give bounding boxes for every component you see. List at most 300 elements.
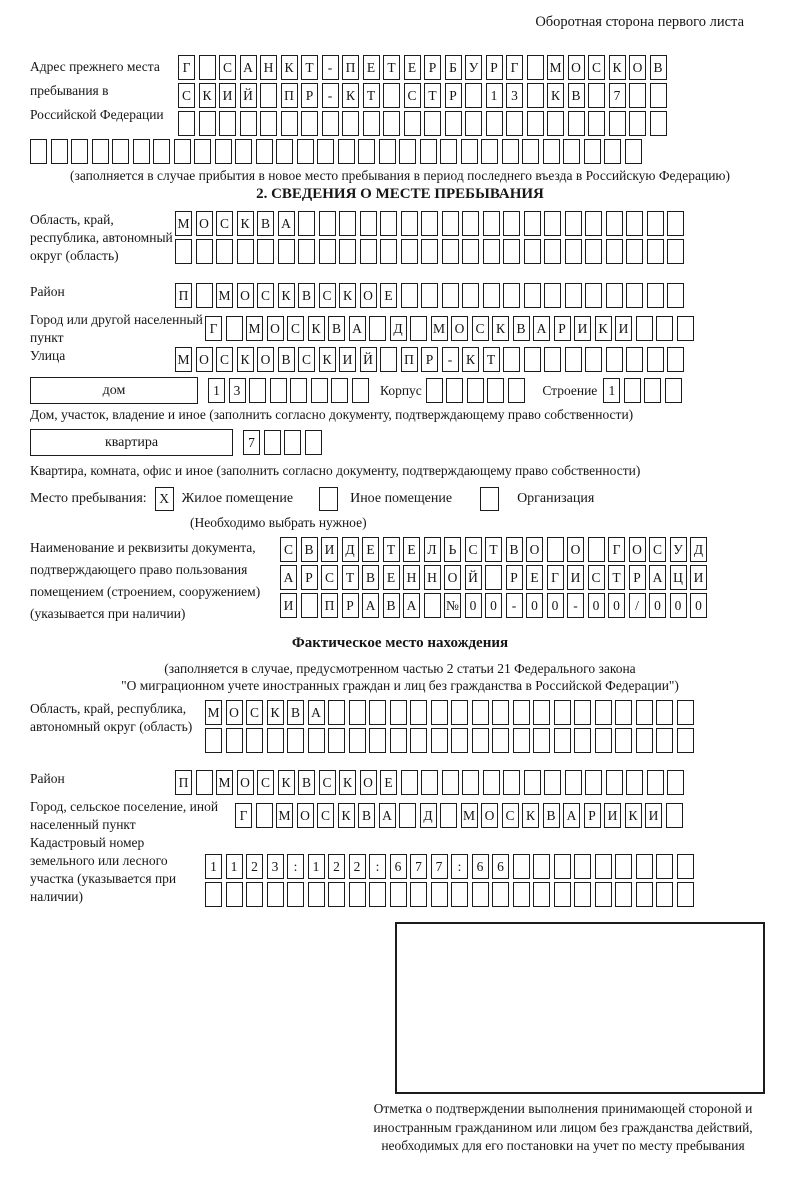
char-box[interactable]	[636, 316, 653, 341]
char-box[interactable]: Р	[301, 83, 318, 108]
char-box[interactable]: И	[339, 347, 356, 372]
char-box[interactable]: В	[568, 83, 585, 108]
char-box[interactable]	[667, 211, 684, 236]
char-box[interactable]	[677, 316, 694, 341]
char-box[interactable]	[513, 700, 530, 725]
char-box[interactable]	[595, 728, 612, 753]
char-box[interactable]: О	[226, 700, 243, 725]
char-box[interactable]: В	[257, 211, 274, 236]
char-box[interactable]	[349, 728, 366, 753]
char-box[interactable]	[440, 139, 457, 164]
char-box[interactable]	[533, 854, 550, 879]
char-box[interactable]	[626, 347, 643, 372]
char-box[interactable]	[133, 139, 150, 164]
char-box[interactable]: 2	[246, 854, 263, 879]
char-box[interactable]: П	[175, 770, 192, 795]
char-box[interactable]	[301, 111, 318, 136]
char-box[interactable]	[677, 728, 694, 753]
char-box[interactable]	[424, 111, 441, 136]
char-box[interactable]	[383, 83, 400, 108]
char-box[interactable]	[308, 728, 325, 753]
char-box[interactable]	[667, 239, 684, 264]
char-box[interactable]	[205, 882, 222, 907]
char-box[interactable]	[606, 211, 623, 236]
city-boxes[interactable]	[205, 316, 697, 341]
char-box[interactable]: 7	[431, 854, 448, 879]
char-box[interactable]	[421, 239, 438, 264]
char-box[interactable]: С	[178, 83, 195, 108]
char-box[interactable]: 1	[226, 854, 243, 879]
char-box[interactable]	[492, 728, 509, 753]
char-box[interactable]	[196, 283, 213, 308]
char-box[interactable]	[401, 239, 418, 264]
char-box[interactable]: Н	[424, 565, 441, 590]
char-box[interactable]: О	[451, 316, 468, 341]
char-box[interactable]	[472, 700, 489, 725]
char-box[interactable]: И	[574, 316, 591, 341]
char-box[interactable]	[401, 283, 418, 308]
char-box[interactable]: О	[360, 770, 377, 795]
char-box[interactable]: М	[175, 211, 192, 236]
char-box[interactable]: :	[369, 854, 386, 879]
char-box[interactable]: К	[522, 803, 539, 828]
char-box[interactable]: Д	[420, 803, 437, 828]
char-box[interactable]: :	[287, 854, 304, 879]
char-box[interactable]: С	[298, 347, 315, 372]
char-box[interactable]: Г	[608, 537, 625, 562]
char-box[interactable]	[175, 239, 192, 264]
char-box[interactable]: 3	[267, 854, 284, 879]
char-box[interactable]: Д	[690, 537, 707, 562]
actual-region-row-1[interactable]	[205, 700, 697, 725]
char-box[interactable]: 3	[506, 83, 523, 108]
char-box[interactable]: К	[462, 347, 479, 372]
char-box[interactable]	[349, 882, 366, 907]
char-box[interactable]	[615, 700, 632, 725]
char-box[interactable]	[226, 882, 243, 907]
char-box[interactable]	[196, 770, 213, 795]
char-box[interactable]	[574, 728, 591, 753]
char-box[interactable]	[328, 700, 345, 725]
char-box[interactable]: В	[513, 316, 530, 341]
char-box[interactable]	[506, 111, 523, 136]
char-box[interactable]: :	[451, 854, 468, 879]
char-box[interactable]: В	[383, 593, 400, 618]
char-box[interactable]	[235, 139, 252, 164]
char-box[interactable]	[290, 378, 307, 403]
char-box[interactable]	[342, 111, 359, 136]
char-box[interactable]	[584, 139, 601, 164]
char-box[interactable]	[226, 316, 243, 341]
char-box[interactable]	[656, 700, 673, 725]
char-box[interactable]	[533, 882, 550, 907]
char-box[interactable]: /	[629, 593, 646, 618]
char-box[interactable]	[462, 283, 479, 308]
char-box[interactable]: П	[342, 55, 359, 80]
other-premises-checkbox[interactable]	[319, 487, 338, 511]
char-box[interactable]	[647, 283, 664, 308]
char-box[interactable]	[339, 239, 356, 264]
char-box[interactable]	[615, 882, 632, 907]
char-box[interactable]	[656, 854, 673, 879]
char-box[interactable]	[431, 882, 448, 907]
char-box[interactable]	[667, 770, 684, 795]
char-box[interactable]: Т	[301, 55, 318, 80]
char-box[interactable]	[585, 211, 602, 236]
char-box[interactable]: Р	[445, 83, 462, 108]
char-box[interactable]: 0	[465, 593, 482, 618]
char-box[interactable]	[71, 139, 88, 164]
char-box[interactable]: 0	[588, 593, 605, 618]
char-box[interactable]: Р	[554, 316, 571, 341]
char-box[interactable]: Т	[363, 83, 380, 108]
char-box[interactable]	[677, 854, 694, 879]
char-box[interactable]	[585, 239, 602, 264]
cadastral-row-2[interactable]	[205, 882, 697, 907]
char-box[interactable]: К	[595, 316, 612, 341]
char-box[interactable]: И	[280, 593, 297, 618]
char-box[interactable]	[481, 139, 498, 164]
char-box[interactable]	[626, 283, 643, 308]
char-box[interactable]	[270, 378, 287, 403]
char-box[interactable]	[483, 283, 500, 308]
char-box[interactable]	[199, 111, 216, 136]
char-box[interactable]	[524, 770, 541, 795]
char-box[interactable]	[287, 728, 304, 753]
char-box[interactable]	[585, 347, 602, 372]
char-box[interactable]: О	[444, 565, 461, 590]
char-box[interactable]: И	[645, 803, 662, 828]
char-box[interactable]	[319, 239, 336, 264]
char-box[interactable]	[338, 139, 355, 164]
char-box[interactable]	[319, 211, 336, 236]
actual-region-row-2[interactable]	[205, 728, 697, 753]
char-box[interactable]	[260, 83, 277, 108]
actual-city-boxes[interactable]	[235, 803, 686, 828]
char-box[interactable]: Н	[260, 55, 277, 80]
char-box[interactable]: К	[625, 803, 642, 828]
char-box[interactable]	[524, 211, 541, 236]
char-box[interactable]	[410, 882, 427, 907]
char-box[interactable]: №	[444, 593, 461, 618]
char-box[interactable]	[462, 770, 479, 795]
char-box[interactable]: Е	[383, 565, 400, 590]
char-box[interactable]: И	[321, 537, 338, 562]
char-box[interactable]: И	[219, 83, 236, 108]
char-box[interactable]	[483, 239, 500, 264]
char-box[interactable]	[565, 283, 582, 308]
char-box[interactable]	[363, 111, 380, 136]
char-box[interactable]	[524, 283, 541, 308]
char-box[interactable]	[503, 770, 520, 795]
char-box[interactable]	[656, 728, 673, 753]
char-box[interactable]	[508, 378, 525, 403]
char-box[interactable]	[322, 111, 339, 136]
char-box[interactable]	[246, 728, 263, 753]
char-box[interactable]	[246, 882, 263, 907]
char-box[interactable]	[483, 770, 500, 795]
char-box[interactable]	[568, 111, 585, 136]
char-box[interactable]	[461, 139, 478, 164]
char-box[interactable]	[256, 803, 273, 828]
char-box[interactable]	[677, 700, 694, 725]
char-box[interactable]: В	[506, 537, 523, 562]
char-box[interactable]	[331, 378, 348, 403]
char-box[interactable]: Т	[383, 55, 400, 80]
char-box[interactable]	[574, 854, 591, 879]
house-number-boxes[interactable]	[208, 378, 372, 403]
char-box[interactable]: М	[547, 55, 564, 80]
char-box[interactable]: И	[615, 316, 632, 341]
char-box[interactable]: Т	[424, 83, 441, 108]
char-box[interactable]: У	[670, 537, 687, 562]
char-box[interactable]	[446, 378, 463, 403]
char-box[interactable]	[390, 728, 407, 753]
char-box[interactable]	[636, 728, 653, 753]
organization-checkbox[interactable]	[480, 487, 499, 511]
char-box[interactable]	[483, 211, 500, 236]
char-box[interactable]	[240, 111, 257, 136]
char-box[interactable]: О	[237, 770, 254, 795]
char-box[interactable]: -	[322, 55, 339, 80]
char-box[interactable]: К	[308, 316, 325, 341]
char-box[interactable]	[503, 211, 520, 236]
char-box[interactable]: С	[280, 537, 297, 562]
char-box[interactable]	[609, 111, 626, 136]
char-box[interactable]	[543, 139, 560, 164]
char-box[interactable]: П	[401, 347, 418, 372]
char-box[interactable]: Й	[240, 83, 257, 108]
char-box[interactable]: Р	[421, 347, 438, 372]
char-box[interactable]: Е	[526, 565, 543, 590]
char-box[interactable]: 7	[243, 430, 260, 455]
char-box[interactable]	[656, 882, 673, 907]
char-box[interactable]	[311, 378, 328, 403]
char-box[interactable]	[442, 283, 459, 308]
char-box[interactable]	[399, 139, 416, 164]
char-box[interactable]	[644, 378, 661, 403]
char-box[interactable]	[585, 283, 602, 308]
char-box[interactable]: Ц	[670, 565, 687, 590]
cadastral-row-1[interactable]	[205, 854, 697, 879]
char-box[interactable]	[380, 211, 397, 236]
char-box[interactable]: Н	[403, 565, 420, 590]
actual-district-boxes[interactable]	[175, 770, 688, 795]
char-box[interactable]: Е	[362, 537, 379, 562]
char-box[interactable]	[465, 83, 482, 108]
char-box[interactable]	[606, 347, 623, 372]
char-box[interactable]: В	[328, 316, 345, 341]
char-box[interactable]: 2	[349, 854, 366, 879]
char-box[interactable]: К	[492, 316, 509, 341]
char-box[interactable]	[522, 139, 539, 164]
char-box[interactable]	[544, 347, 561, 372]
char-box[interactable]	[492, 882, 509, 907]
char-box[interactable]: К	[342, 83, 359, 108]
char-box[interactable]	[421, 283, 438, 308]
char-box[interactable]	[442, 770, 459, 795]
char-box[interactable]	[380, 347, 397, 372]
char-box[interactable]	[554, 854, 571, 879]
char-box[interactable]	[513, 882, 530, 907]
char-box[interactable]: К	[609, 55, 626, 80]
char-box[interactable]	[451, 882, 468, 907]
char-box[interactable]	[650, 83, 667, 108]
char-box[interactable]: О	[267, 316, 284, 341]
char-box[interactable]: Т	[608, 565, 625, 590]
char-box[interactable]	[401, 770, 418, 795]
char-box[interactable]: 0	[649, 593, 666, 618]
char-box[interactable]	[547, 537, 564, 562]
char-box[interactable]: А	[308, 700, 325, 725]
char-box[interactable]: 3	[229, 378, 246, 403]
char-box[interactable]: В	[287, 700, 304, 725]
char-box[interactable]	[544, 770, 561, 795]
char-box[interactable]: П	[281, 83, 298, 108]
char-box[interactable]: Е	[380, 770, 397, 795]
document-row-1[interactable]	[280, 537, 711, 562]
char-box[interactable]	[178, 111, 195, 136]
char-box[interactable]	[595, 700, 612, 725]
korpus-boxes[interactable]	[426, 378, 529, 403]
char-box[interactable]	[431, 700, 448, 725]
char-box[interactable]	[421, 770, 438, 795]
char-box[interactable]: А	[563, 803, 580, 828]
char-box[interactable]	[606, 239, 623, 264]
char-box[interactable]: 6	[390, 854, 407, 879]
char-box[interactable]	[383, 111, 400, 136]
char-box[interactable]	[399, 803, 416, 828]
char-box[interactable]	[462, 239, 479, 264]
char-box[interactable]: 2	[328, 854, 345, 879]
char-box[interactable]: Р	[342, 593, 359, 618]
char-box[interactable]: -	[567, 593, 584, 618]
char-box[interactable]: М	[216, 283, 233, 308]
char-box[interactable]	[503, 239, 520, 264]
char-box[interactable]	[533, 728, 550, 753]
char-box[interactable]: К	[281, 55, 298, 80]
char-box[interactable]	[650, 111, 667, 136]
char-box[interactable]: М	[246, 316, 263, 341]
char-box[interactable]: С	[404, 83, 421, 108]
char-box[interactable]	[472, 728, 489, 753]
char-box[interactable]	[462, 211, 479, 236]
char-box[interactable]: Г	[235, 803, 252, 828]
char-box[interactable]: С	[246, 700, 263, 725]
residential-checkbox[interactable]: X	[155, 487, 174, 511]
char-box[interactable]	[503, 347, 520, 372]
char-box[interactable]: А	[533, 316, 550, 341]
char-box[interactable]	[647, 770, 664, 795]
char-box[interactable]: К	[547, 83, 564, 108]
char-box[interactable]: С	[257, 770, 274, 795]
char-box[interactable]: С	[588, 55, 605, 80]
char-box[interactable]	[328, 882, 345, 907]
char-box[interactable]: Е	[380, 283, 397, 308]
char-box[interactable]	[194, 139, 211, 164]
char-box[interactable]	[205, 728, 222, 753]
char-box[interactable]	[284, 430, 301, 455]
char-box[interactable]	[565, 770, 582, 795]
char-box[interactable]	[51, 139, 68, 164]
char-box[interactable]	[666, 803, 683, 828]
char-box[interactable]	[276, 139, 293, 164]
char-box[interactable]	[30, 139, 47, 164]
char-box[interactable]	[554, 882, 571, 907]
char-box[interactable]: С	[257, 283, 274, 308]
char-box[interactable]	[615, 854, 632, 879]
char-box[interactable]: С	[319, 283, 336, 308]
char-box[interactable]: Т	[483, 347, 500, 372]
char-box[interactable]	[424, 593, 441, 618]
char-box[interactable]	[527, 55, 544, 80]
char-box[interactable]: 1	[205, 854, 222, 879]
char-box[interactable]	[442, 239, 459, 264]
char-box[interactable]: С	[317, 803, 334, 828]
char-box[interactable]	[588, 83, 605, 108]
char-box[interactable]: К	[199, 83, 216, 108]
char-box[interactable]: 1	[208, 378, 225, 403]
char-box[interactable]: Т	[485, 537, 502, 562]
char-box[interactable]: А	[240, 55, 257, 80]
char-box[interactable]	[199, 55, 216, 80]
char-box[interactable]	[420, 139, 437, 164]
char-box[interactable]: Т	[342, 565, 359, 590]
char-box[interactable]	[588, 111, 605, 136]
char-box[interactable]	[267, 882, 284, 907]
char-box[interactable]	[502, 139, 519, 164]
char-box[interactable]: И	[604, 803, 621, 828]
char-box[interactable]: К	[339, 283, 356, 308]
char-box[interactable]	[667, 283, 684, 308]
char-box[interactable]	[636, 854, 653, 879]
char-box[interactable]: П	[175, 283, 192, 308]
char-box[interactable]: 0	[485, 593, 502, 618]
char-box[interactable]: О	[481, 803, 498, 828]
char-box[interactable]: Р	[486, 55, 503, 80]
char-box[interactable]	[431, 728, 448, 753]
char-box[interactable]	[565, 211, 582, 236]
char-box[interactable]	[339, 211, 356, 236]
prev-address-row-1[interactable]	[178, 55, 670, 80]
char-box[interactable]	[563, 139, 580, 164]
char-box[interactable]	[533, 700, 550, 725]
char-box[interactable]	[360, 239, 377, 264]
char-box[interactable]: К	[338, 803, 355, 828]
char-box[interactable]	[574, 882, 591, 907]
district-boxes[interactable]	[175, 283, 688, 308]
char-box[interactable]	[216, 239, 233, 264]
char-box[interactable]: В	[301, 537, 318, 562]
char-box[interactable]	[298, 211, 315, 236]
char-box[interactable]: О	[629, 55, 646, 80]
char-box[interactable]	[260, 111, 277, 136]
document-row-2[interactable]	[280, 565, 711, 590]
char-box[interactable]: К	[278, 283, 295, 308]
char-box[interactable]: Е	[363, 55, 380, 80]
char-box[interactable]: -	[322, 83, 339, 108]
char-box[interactable]: М	[205, 700, 222, 725]
document-row-3[interactable]	[280, 593, 711, 618]
char-box[interactable]	[565, 239, 582, 264]
char-box[interactable]	[615, 728, 632, 753]
char-box[interactable]	[390, 882, 407, 907]
char-box[interactable]: К	[319, 347, 336, 372]
char-box[interactable]	[421, 211, 438, 236]
char-box[interactable]: Л	[424, 537, 441, 562]
char-box[interactable]: Т	[383, 537, 400, 562]
char-box[interactable]: Ь	[444, 537, 461, 562]
